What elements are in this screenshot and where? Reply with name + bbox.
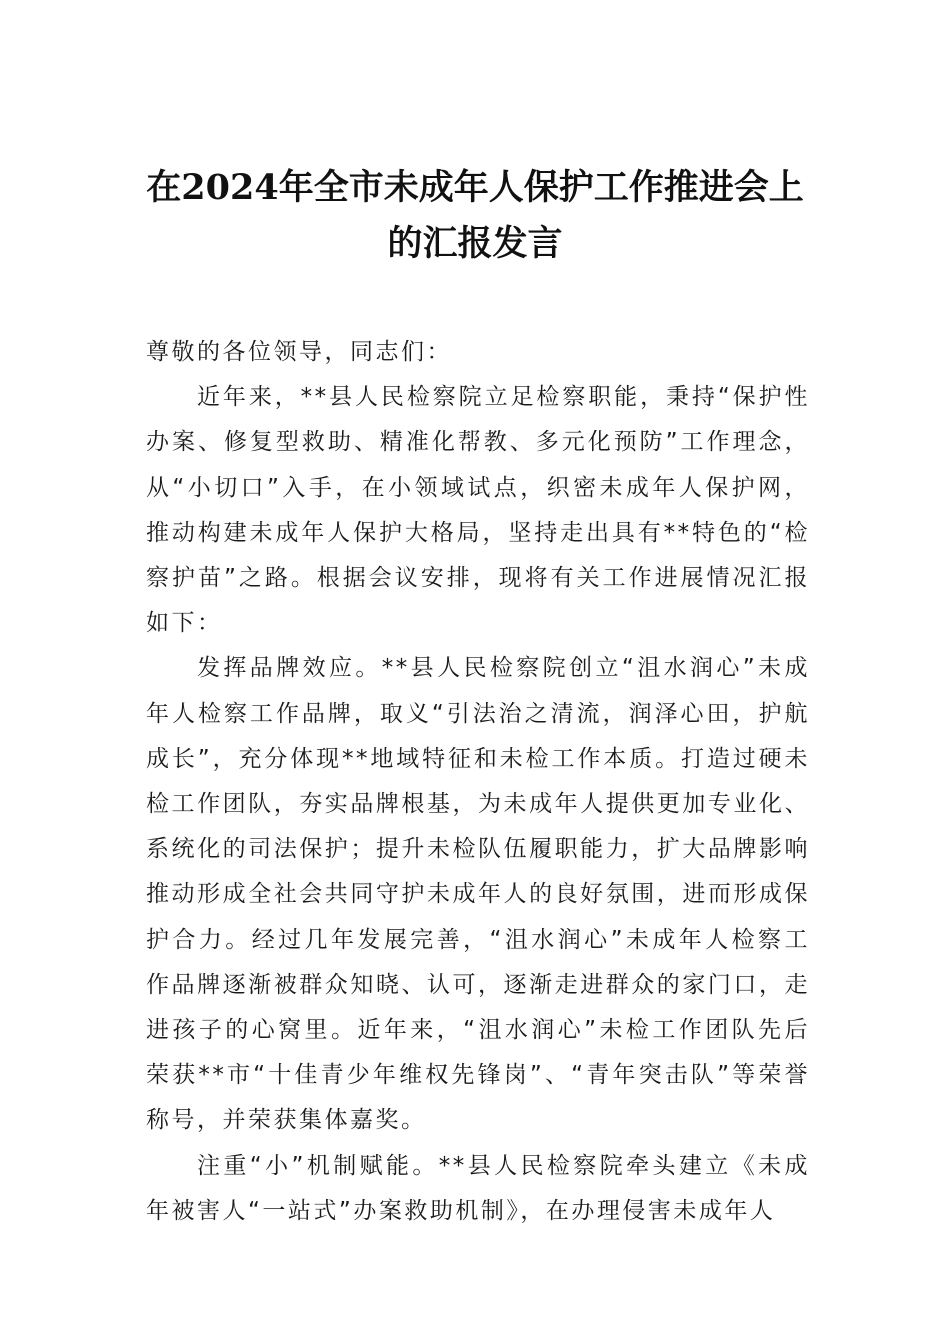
document-body	[146, 330, 810, 1234]
paragraph-brand-effect: 发挥品牌效应。**县人民检察院创立“沮水润心”未成年人检察工作品牌，取义“引法治之清流，润泽心田，护航成长”，充分体现**地域特征和未检工作本质。打造过硬未检工作团队，夯实品牌根基，为未成年人提供更加专业化、系统化的司法保护；提升未检队伍履职能力，扩大品牌影响推动形成全社会共同守护未成年人的良好氛围，进而形成保护合力。经过几年发展完善，“沮水润心”未成年人检察工作品牌逐渐被群众知晓、认可，逐渐走进群众的家门口，走进孩子的心窝里。近年来，“沮水润心”未检工作团队先后荣获**市“十佳青少年维权先锋岗”、“青年突击队”等荣誉称号，并荣获集体嘉奖。	[146, 655, 810, 1134]
paragraph-mechanism: 注重“小”机制赋能。**县人民检察院牵头建立《未成年被害人“一站式”办案救助机制》，在办理侵害未成年人	[146, 1152, 810, 1224]
paragraph-intro: 近年来，**县人民检察院立足检察职能，秉持“保护性办案、修复型救助、精准化帮教、多元化预防”工作理念，从“小切口”入手，在小领域试点，织密未成年人保护网，推动构建未成年人保护大格局，坚持走出具有**特色的“检察护苗”之路。根据会议安排，现将有关工作进展情况汇报如下：	[146, 384, 810, 637]
title-line-1: 在2024年全市未成年人保护工作推进会上	[146, 167, 804, 208]
salutation: 尊敬的各位领导，同志们：	[146, 339, 452, 365]
document-title	[140, 160, 810, 272]
title-line-2: 的汇报发言	[387, 223, 563, 264]
